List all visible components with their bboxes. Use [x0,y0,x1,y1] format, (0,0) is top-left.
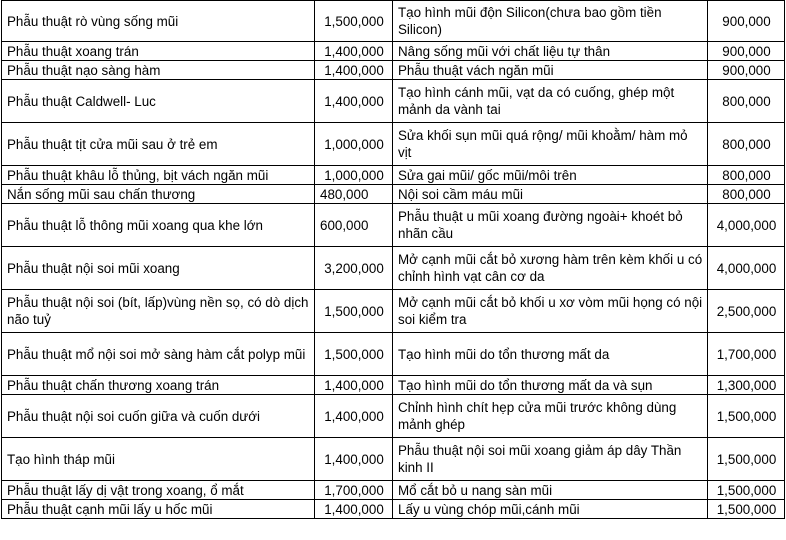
right-procedure-price: 900,000 [708,61,785,80]
right-procedure-price: 800,000 [708,166,785,185]
left-procedure-name: Phẫu thuật lỗ thông mũi xoang qua khe lớn [2,204,315,247]
right-procedure-name: Phẫu thuật vách ngăn mũi [393,61,708,80]
right-procedure-name: Phẫu thuật nội soi mũi xoang giảm áp dây Thần kinh II [393,438,708,481]
left-procedure-name: Phẫu thuật nội soi (bít, lấp)vùng nền sọ, có dò dịch não tuỷ [2,290,315,333]
table-row [2,333,785,376]
right-procedure-price: 2,500,000 [708,290,785,333]
table-row [2,166,785,185]
right-procedure-price: 900,000 [708,42,785,61]
left-procedure-price: 1,400,000 [315,80,393,123]
surgery-price-table [1,0,785,519]
right-procedure-name: Nội soi cầm máu mũi [393,185,708,204]
right-procedure-price: 1,500,000 [708,500,785,519]
right-procedure-price: 800,000 [708,123,785,166]
left-procedure-name: Phẫu thuật nạo sàng hàm [2,61,315,80]
left-procedure-price: 1,400,000 [315,500,393,519]
right-procedure-price: 900,000 [708,1,785,42]
right-procedure-name: Tạo hình cánh mũi, vạt da có cuống, ghép một mảnh da vành tai [393,80,708,123]
left-procedure-price: 1,400,000 [315,42,393,61]
left-procedure-name: Phẫu thuật nội soi mũi xoang [2,247,315,290]
right-procedure-name: Tạo hình mũi độn Silicon(chưa bao gồm tiền Silicon) [393,1,708,42]
right-procedure-name: Nâng sống mũi với chất liệu tự thân [393,42,708,61]
table-row [2,247,785,290]
right-procedure-price: 800,000 [708,185,785,204]
left-procedure-name: Phẫu thuật chấn thương xoang trán [2,376,315,395]
table-row [2,1,785,42]
right-procedure-price: 1,500,000 [708,438,785,481]
left-procedure-price: 3,200,000 [315,247,393,290]
right-procedure-price: 1,500,000 [708,395,785,438]
left-procedure-name: Phẫu thuật lấy dị vật trong xoang, ổ mắt [2,481,315,500]
left-procedure-price: 480,000 [315,185,393,204]
left-procedure-name: Nắn sống mũi sau chấn thương [2,185,315,204]
table-row [2,438,785,481]
right-procedure-name: Lấy u vùng chóp mũi,cánh mũi [393,500,708,519]
left-procedure-name: Phẫu thuật xoang trán [2,42,315,61]
table-row [2,500,785,519]
left-procedure-price: 1,500,000 [315,1,393,42]
left-procedure-price: 1,500,000 [315,290,393,333]
right-procedure-name: Phẫu thuật u mũi xoang đường ngoài+ khoét bỏ nhãn cầu [393,204,708,247]
right-procedure-price: 1,300,000 [708,376,785,395]
left-procedure-price: 1,400,000 [315,376,393,395]
left-procedure-price: 1,400,000 [315,395,393,438]
right-procedure-name: Tạo hình mũi do tổn thương mất da và sụn [393,376,708,395]
right-procedure-name: Mở cạnh mũi cắt bỏ khối u xơ vòm mũi họng có nội soi kiểm tra [393,290,708,333]
right-procedure-price: 4,000,000 [708,204,785,247]
left-procedure-name: Tạo hình tháp mũi [2,438,315,481]
left-procedure-name: Phẫu thuật mổ nội soi mở sàng hàm cắt polyp mũi [2,333,315,376]
right-procedure-price: 1,700,000 [708,333,785,376]
table-row [2,481,785,500]
right-procedure-name: Chỉnh hình chít hẹp cửa mũi trước không dùng mảnh ghép [393,395,708,438]
left-procedure-price: 1,000,000 [315,123,393,166]
right-procedure-name: Mổ cắt bỏ u nang sàn mũi [393,481,708,500]
table-row [2,376,785,395]
left-procedure-name: Phẫu thuật Caldwell- Luc [2,80,315,123]
right-procedure-price: 800,000 [708,80,785,123]
table-row [2,204,785,247]
left-procedure-price: 1,000,000 [315,166,393,185]
right-procedure-name: Mở cạnh mũi cắt bỏ xương hàm trên kèm khối u có chỉnh hình vạt cân cơ da [393,247,708,290]
left-procedure-name: Phẫu thuật cạnh mũi lấy u hốc mũi [2,500,315,519]
right-procedure-name: Sửa gai mũi/ gốc mũi/môi trên [393,166,708,185]
left-procedure-name: Phẫu thuật nội soi cuốn giữa và cuốn dưới [2,395,315,438]
table-row [2,61,785,80]
right-procedure-price: 4,000,000 [708,247,785,290]
table-row [2,185,785,204]
table-row [2,395,785,438]
left-procedure-name: Phẫu thuật rò vùng sống mũi [2,1,315,42]
table-row [2,42,785,61]
right-procedure-price: 1,500,000 [708,481,785,500]
right-procedure-name: Sửa khối sụn mũi quá rộng/ mũi khoằm/ hàm mỏ vịt [393,123,708,166]
left-procedure-price: 600,000 [315,204,393,247]
right-procedure-name: Tạo hình mũi do tổn thương mất da [393,333,708,376]
left-procedure-price: 1,400,000 [315,61,393,80]
left-procedure-price: 1,500,000 [315,333,393,376]
left-procedure-price: 1,700,000 [315,481,393,500]
table-row [2,290,785,333]
left-procedure-name: Phẫu thuật khâu lỗ thủng, bịt vách ngăn mũi [2,166,315,185]
table-row [2,123,785,166]
table-row [2,80,785,123]
left-procedure-name: Phẫu thuật tịt cửa mũi sau ở trẻ em [2,123,315,166]
left-procedure-price: 1,400,000 [315,438,393,481]
price-table-body [2,1,785,519]
